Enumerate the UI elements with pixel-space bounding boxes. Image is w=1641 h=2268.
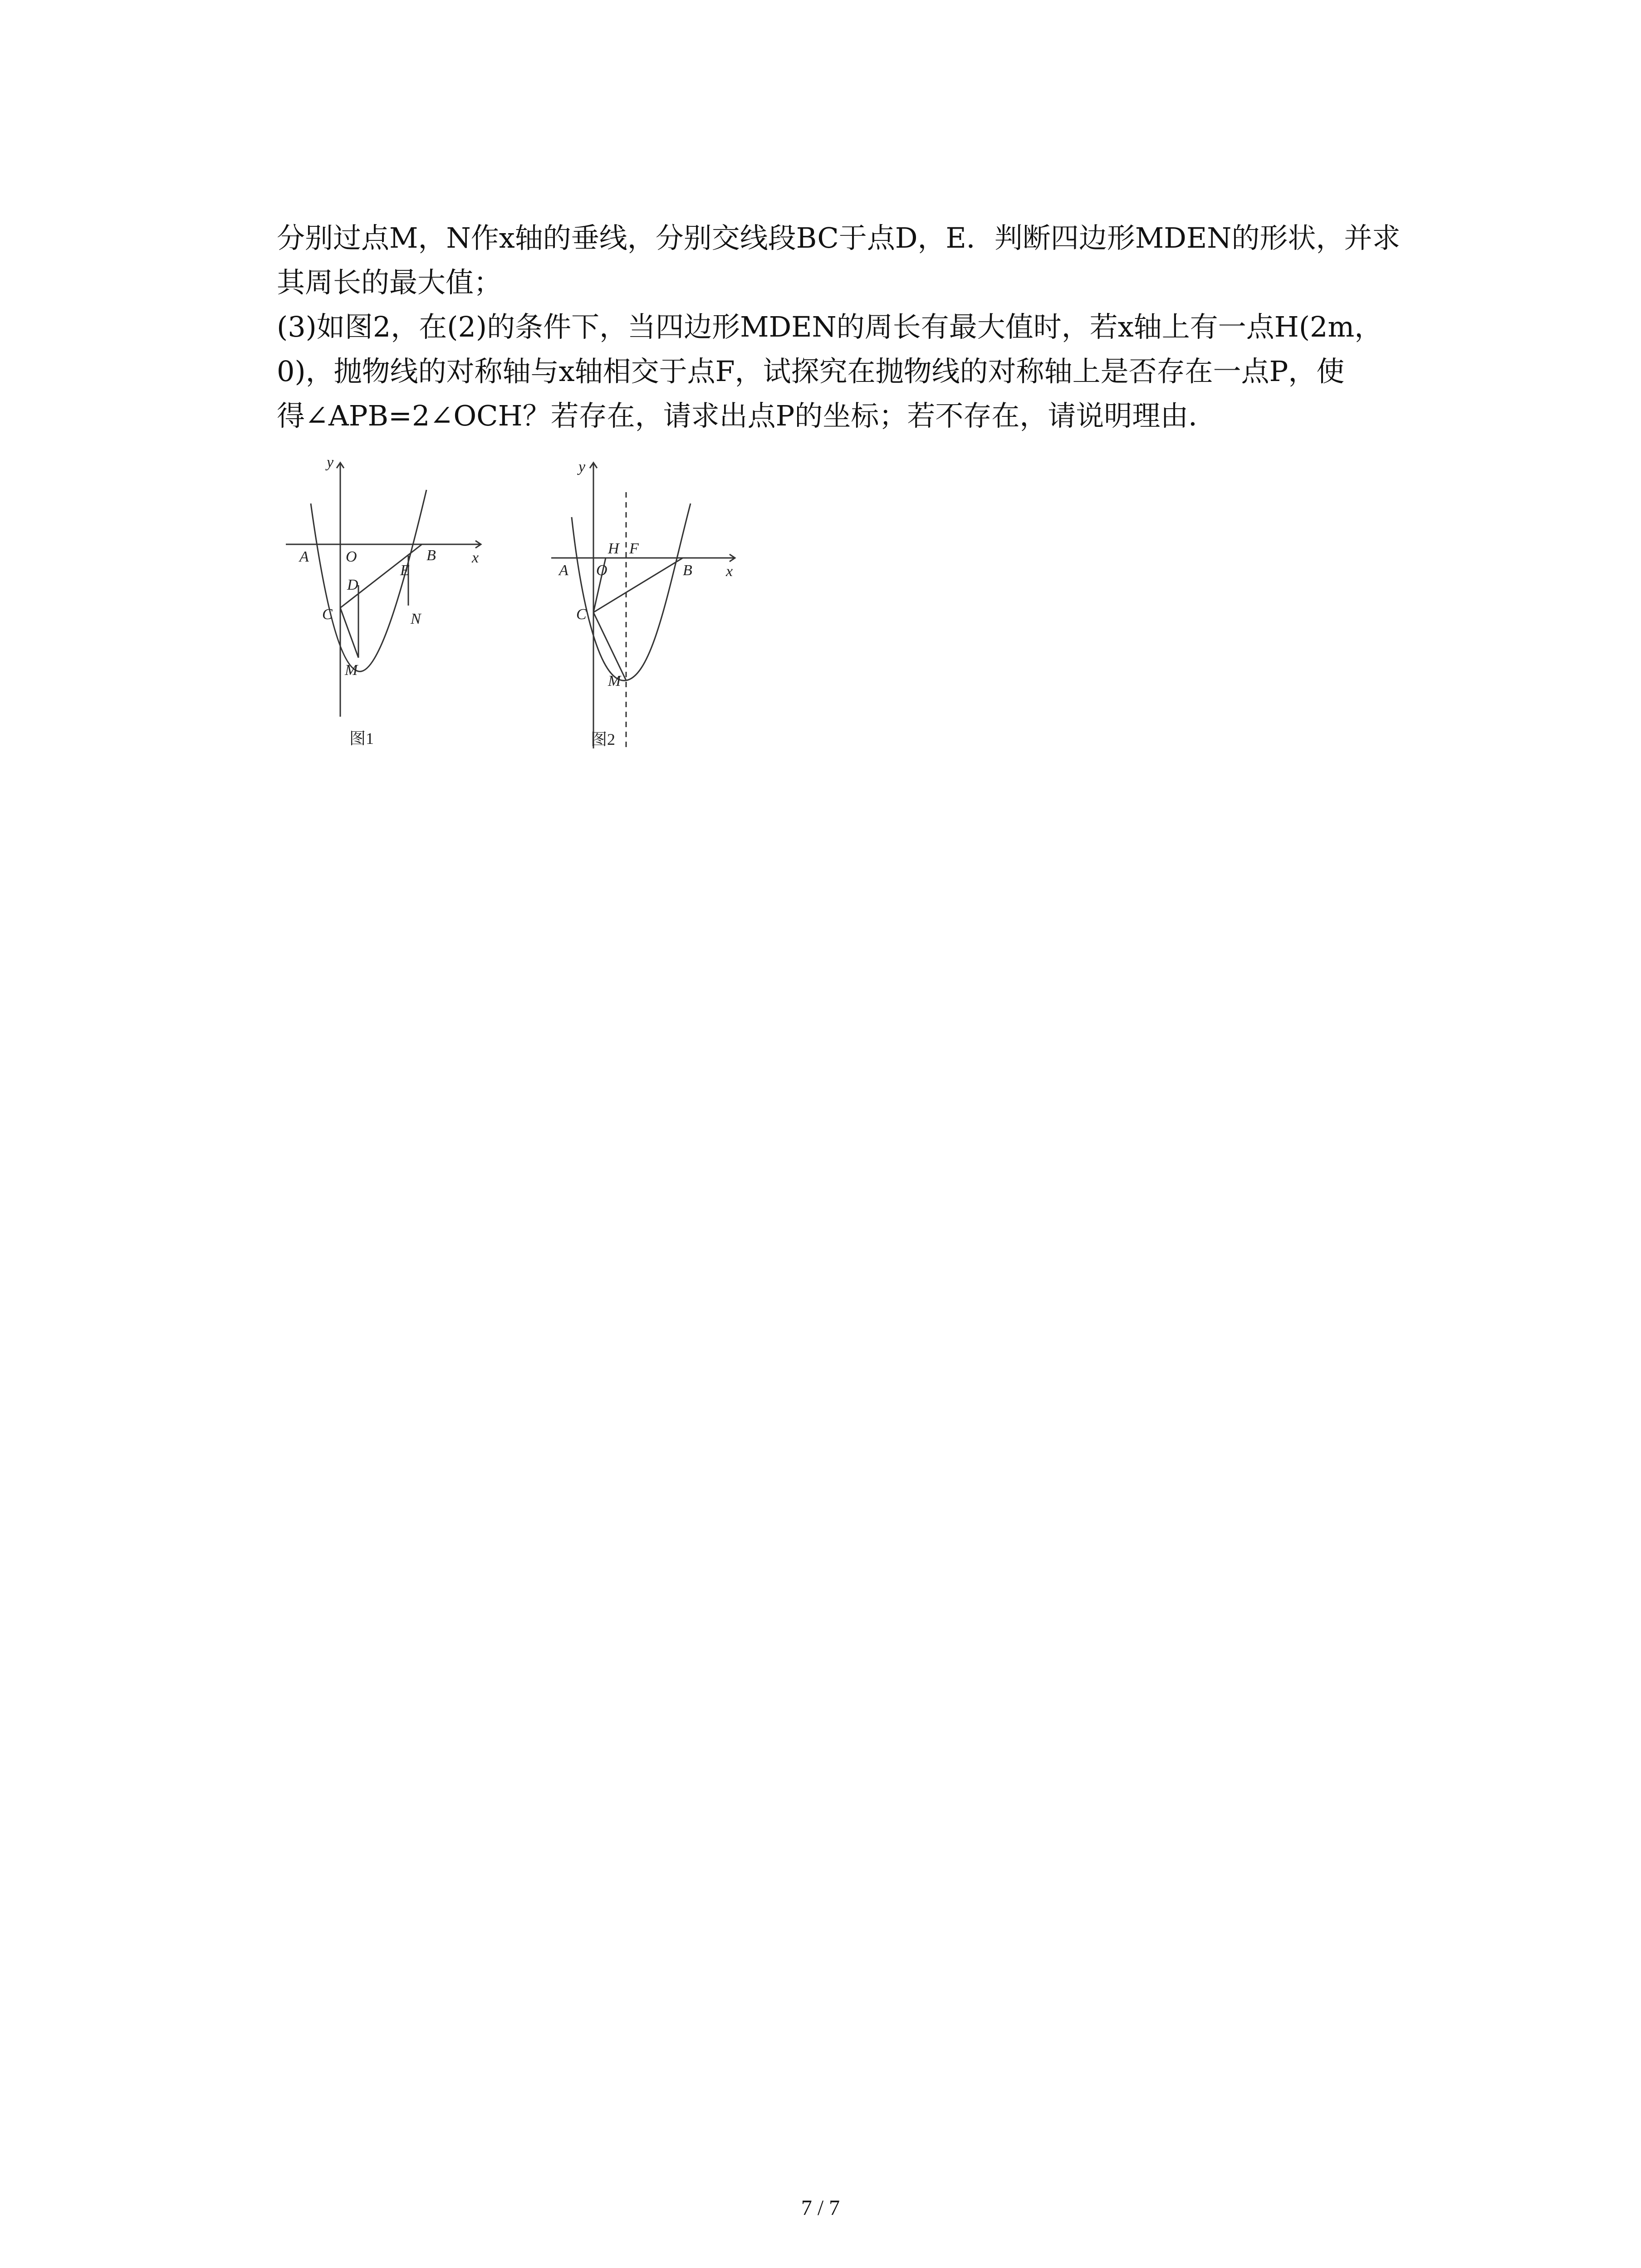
label-y: y [327, 454, 334, 471]
figure-1-svg [272, 449, 499, 758]
label-e: E [400, 562, 410, 579]
figure-2 [540, 449, 767, 759]
parabola [311, 490, 426, 671]
question-line-2: 其周长的最大值； [277, 266, 502, 299]
label-o: O [596, 562, 607, 579]
parabola [572, 503, 691, 680]
question-line-5: 得∠APB=2∠OCH？若存在，请求出点P的坐标；若不存在，请说明理由． [277, 399, 1217, 432]
figure-1-caption: 图1 [349, 729, 374, 748]
question-line-4: 0)，抛物线的对称轴与x轴相交于点F，试探究在抛物线的对称轴上是否存在一点P，使 [277, 355, 1345, 388]
figure-2-caption: 图2 [591, 730, 616, 748]
label-m: M [608, 673, 621, 689]
label-a: A [299, 548, 309, 565]
label-f: F [629, 540, 639, 557]
question-line-3: (3)如图2，在(2)的条件下，当四边形MDEN的周长有最大值时，若x轴上有一点H(2m， [277, 310, 1383, 343]
label-c: C [576, 606, 587, 623]
label-b: B [683, 562, 692, 579]
segment-cm [593, 612, 626, 680]
label-x: x [726, 563, 733, 580]
question-line-1: 分别过点M，N作x轴的垂线，分别交线段BC于点D，E．判断四边形MDEN的形状，并求 [277, 221, 1401, 254]
label-x: x [472, 549, 479, 566]
label-n: N [411, 611, 421, 627]
segment-cm [340, 608, 358, 658]
label-o: O [346, 548, 357, 565]
label-d: D [347, 577, 358, 593]
label-a: A [559, 562, 568, 579]
figure-2-svg [540, 449, 767, 758]
figure-1 [272, 449, 499, 759]
label-y: y [578, 459, 586, 475]
label-h: H [608, 540, 619, 557]
label-b: B [426, 547, 436, 564]
label-c: C [322, 606, 333, 623]
page-number: 7 / 7 [801, 2196, 840, 2220]
label-m: M [345, 662, 358, 679]
